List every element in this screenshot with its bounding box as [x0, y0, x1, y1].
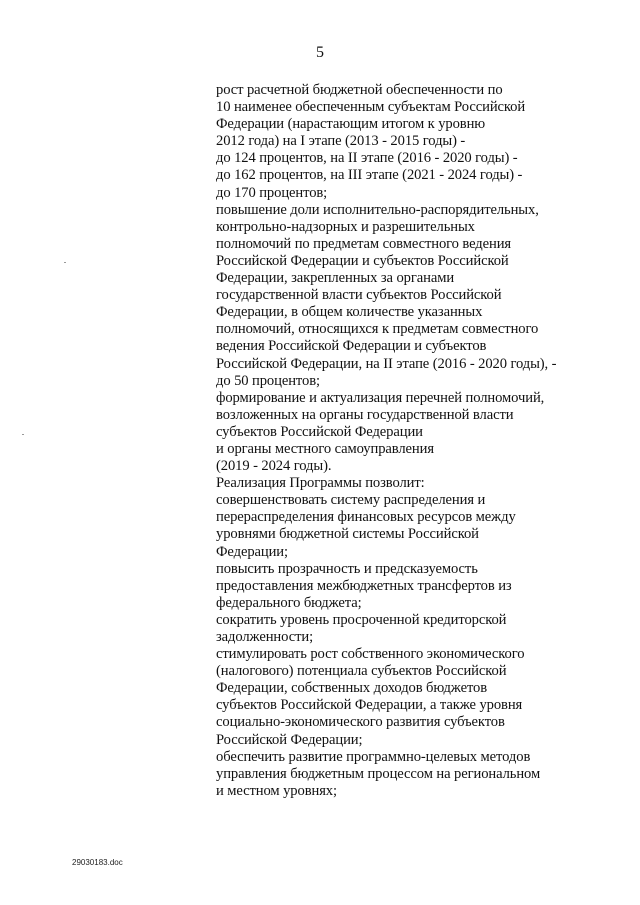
text-line: до 170 процентов; [216, 184, 328, 201]
text-line: перераспределения финансовых ресурсов между [216, 509, 516, 526]
text-line: государственной власти субъектов Российской [216, 287, 502, 304]
text-line: повышение доли исполнительно-распорядительных, [216, 201, 539, 218]
text-line: ведения Российской Федерации и субъектов [216, 338, 487, 355]
text-line: предоставления межбюджетных трансфертов из [216, 577, 512, 594]
text-line: Реализация Программы позволит: [216, 475, 425, 492]
text-line: рост расчетной бюджетной обеспеченности по [216, 82, 503, 98]
text-line: Федерации, закрепленных за органами [216, 270, 455, 287]
text-line: Федерации, в общем количестве указанных [216, 304, 483, 321]
text-line: совершенствовать систему распределения и [216, 492, 486, 509]
scan-speck [64, 262, 66, 263]
text-line: (налогового) потенциала субъектов Российской [216, 663, 507, 680]
text-line: задолженности; [216, 629, 314, 645]
text-line: Федерации, собственных доходов бюджетов [216, 680, 488, 697]
scan-speck [22, 434, 24, 435]
text-line: (2019 - 2024 годы). [216, 458, 332, 475]
text-line: сократить уровень просроченной кредиторской [216, 611, 507, 628]
text-line: субъектов Российской Федерации, а также уровня [216, 697, 523, 714]
text-line: субъектов Российской Федерации [216, 423, 423, 440]
text-line: Российской Федерации; [216, 731, 363, 748]
body-text [216, 82, 576, 800]
text-line: до 50 процентов; [216, 372, 320, 389]
text-line: Российской Федерации, на II этапе (2016 - 2020 годы), - [216, 355, 557, 372]
text-line: федерального бюджета; [216, 594, 362, 611]
text-line: возложенных на органы государственной власти [216, 406, 514, 423]
text-line: и местном уровнях; [216, 782, 337, 799]
text-line: контрольно-надзорных и разрешительных [216, 218, 475, 235]
text-line: обеспечить развитие программно-целевых методов [216, 748, 531, 765]
text-line: и органы местного самоуправления [216, 440, 434, 457]
text-line: стимулировать рост собственного экономического [216, 646, 525, 663]
text-line: социально-экономического развития субъектов [216, 714, 505, 731]
text-line: полномочий по предметам совместного ведения [216, 235, 512, 252]
text-line: 2012 года) на I этапе (2013 - 2015 годы) - [216, 133, 466, 150]
text-line: повысить прозрачность и предсказуемость [216, 560, 478, 577]
text-line: Российской Федерации и субъектов Российской [216, 252, 509, 269]
text-line: формирование и актуализация перечней полномочий, [216, 389, 545, 406]
text-line: уровнями бюджетной системы Российской [216, 526, 479, 543]
text-line: управления бюджетным процессом на региональном [216, 765, 541, 782]
text-line: полномочий, относящихся к предметам совместного [216, 321, 539, 338]
text-line: Федерации; [216, 543, 288, 560]
text-line: до 162 процентов, на III этапе (2021 - 2024 годы) - [216, 167, 523, 184]
footer-filename: 29030183.doc [72, 858, 123, 867]
text-line: Федерации (нарастающим итогом к уровню [216, 116, 486, 133]
text-line: 10 наименее обеспеченным субъектам Российской [216, 99, 526, 116]
text-line: до 124 процентов, на II этапе (2016 - 2020 годы) - [216, 150, 518, 167]
page-number: 5 [316, 44, 324, 61]
